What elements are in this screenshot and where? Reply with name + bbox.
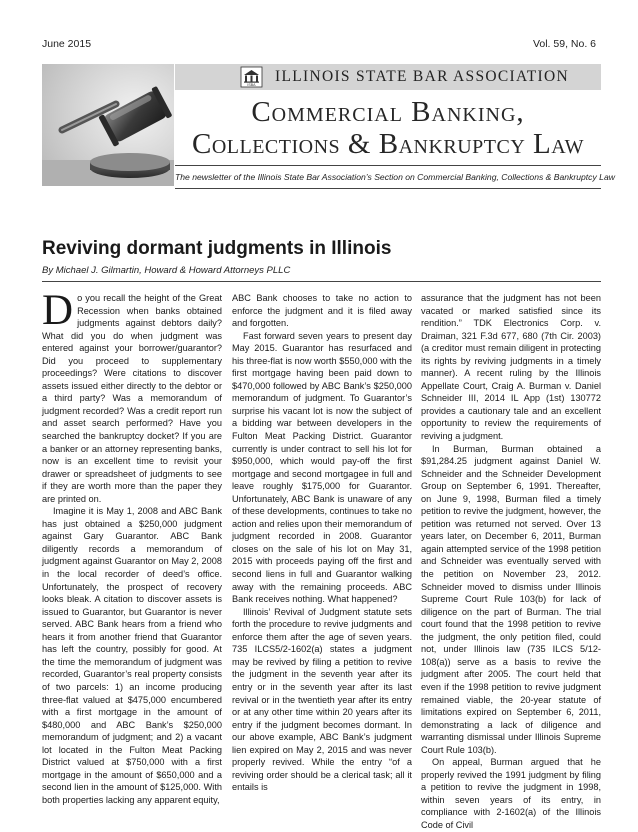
isba-logo-icon: [241, 67, 262, 87]
article-column-2: [232, 292, 412, 822]
title-divider: [175, 165, 601, 166]
article-headline: Reviving dormant judgments in Illinois: [42, 238, 392, 259]
article-column-1: [42, 287, 222, 822]
article-paragraph: assurance that the judgment has not been vacated or marked satisfied since its rendition.” TDK Electronics Corp. v. Draiman, 321 F.3d 677, 680 (7th Cir. 2003)(a creditor must remain diligent in protecting its rights by reviving judgments in a timely manner). A recent ruling by the Illinois Appellate Court, Craig A. Burman v. Daniel Schneider III, 2014 IL App (1st) 130772 provides a cautionary tale and an excellent opportunity to review the requirements of reviving a judgment.: [421, 293, 601, 442]
article-paragraph: [42, 287, 222, 505]
newsletter-title-line1: Commercial Banking,: [251, 96, 525, 128]
article-column-3: [421, 292, 601, 830]
tagline-divider: [175, 188, 601, 189]
paragraph-text: o you recall the height of the Great Recession when banks obtained judgments against debtors daily? What did you do when judgment was entered against your borrower/guarantor? Did you proceed to supplementary proceedings? Were citations to discover assets issued either directly to the debtor or a third party? Was a memorandum of judgment recorded? Was a credit report run and asset search performed? Have you searched the bankruptcy docket? If you are a banker or an attorney representing banks, now is an excellent time to revisit your drawer or spreadsheet of judgments to see if they are worth more than the paper they are printed on.: [42, 293, 222, 504]
association-banner: [175, 64, 601, 90]
newsletter-title-line2: Collections & Bankruptcy Law: [192, 128, 584, 160]
article-paragraph: In Burman, Burman obtained a $91,284.25 judgment against Daniel W. Schneider and the Schneider Development Group on September 6, 1991. Thereafter, on June 9, 1998, Burman filed a timely petition to revive the judgment, however, the petition was returned not served. Over 13 years later, on December 6, 2011, Burman again attempted service of the 1998 petition and Schneider was eventually served with the petition on November 23, 2012. Schneider moved to dismiss under Illinois Supreme Court Rule 103(b) for lack of diligence on the part of Burman. The trial court found that the 1998 petition to revive the judgment, the only petition filed, could not, under Illinois law (735 ILCS 5/12-108(a)) serve as a basis to revive the judgment after 2005. The court held that even if the 1998 petition to revive judgment remained viable, the 20-year statute of limitations expired on September 6, 2011, demonstrating a lack of diligence and warranting dismissal under Illinois Supreme Court Rule 103(b).: [421, 443, 601, 755]
gavel-image: [42, 64, 174, 186]
article-paragraph: ABC Bank chooses to take no action to enforce the judgment and it is filed away and forgotten.: [232, 293, 412, 329]
article-paragraph: Illinois’ Revival of Judgment statute sets forth the procedure to revive judgments and enforce them after the age of seven years. 735 ILCS5/2-1602(a) states a judgment may be revived by filing a petition to revive the judgment in the seventh year after its entry or in the seventh year after its last revival or in the twentieth year after its entry or at any other time within 20 years after its entry if the judgment becomes dormant. In our above example, ABC Bank’s judgment lien expired on May 2, 2015 and was never properly revived. While the entry “of a reviving order should be a clerical task; all it entails is: [232, 606, 412, 793]
issue-date: June 2015: [42, 38, 92, 50]
gavel-icon: [42, 64, 174, 186]
svg-text:ISBA: ISBA: [247, 83, 256, 87]
association-name: ILLINOIS STATE BAR ASSOCIATION: [275, 68, 569, 85]
drop-cap: D: [42, 287, 74, 334]
article-byline: By Michael J. Gilmartin, Howard & Howard Attorneys PLLC: [42, 265, 291, 276]
newsletter-tagline: The newsletter of the Illinois State Bar Association’s Section on Commercial Banking, Collections & Bankruptcy Law: [175, 172, 615, 182]
article-paragraph: On appeal, Burman argued that he properly revived the 1991 judgment by filing a petition to revive the judgment in 1998, within seven years of its entry, in compliance with 2-1602(a) of the Illinois Code of Civil: [421, 757, 601, 830]
byline-divider: [42, 281, 601, 282]
article-paragraph: Fast forward seven years to present day May 2015. Guarantor has resurfaced and his three-flat is now worth $550,000 with the first mortgage having been paid down to $470,000 followed by ABC Bank’s $250,000 memorandum of judgment. To Guarantor’s surprise his vacant lot is now the subject of a bidding war between developers in the Fulton Meat Packing District. Guarantor currently is under contract to sell his lot for $950,000, which would pay-off the first mortgage and second mortgagee in full and leave roughly $175,000 for Guarantor. Unfortunately, ABC Bank is unaware of any of these developments, continues to take no action and relies upon their memorandum of judgment recorded in 2008. Guarantor closes on the sale of his lot on May 31, 2015 with proceeds paying off the first and second liens in full and Guarantor walking away with the remaining proceeds. ABC Bank receives nothing. What happened?: [232, 330, 412, 605]
issue-volume: Vol. 59, No. 6: [532, 38, 596, 50]
article-paragraph: Imagine it is May 1, 2008 and ABC Bank has just obtained a $250,000 judgment against Gary Guarantor. ABC Bank diligently records a memorandum of judgment against Guarantor on May 2, 2008 in the local recorder of deed’s office. Unfortunately, the prospect of recovery looks bleak. A citation to discover assets is issued to Guarantor, but Guarantor is never served. ABC Bank hears from a friend who hears it from another friend that Guarantor has left the country, possibly for good. At the time the memorandum of judgment was recorded, Guarantor’s real property consists of two parcels: 1) an income producing three-flat valued at $475,000 encumbered with a first mortgage in the amount of $480,000 and ABC Bank’s $250,000 memorandum of judgment; and 2) a vacant lot located in the Fulton Meat Packing District valued at $750,000 with a first mortgage in the amount of $650,000 and a second lien in the amount of $125,000. With both properties lacking any apparent equity,: [42, 506, 222, 805]
